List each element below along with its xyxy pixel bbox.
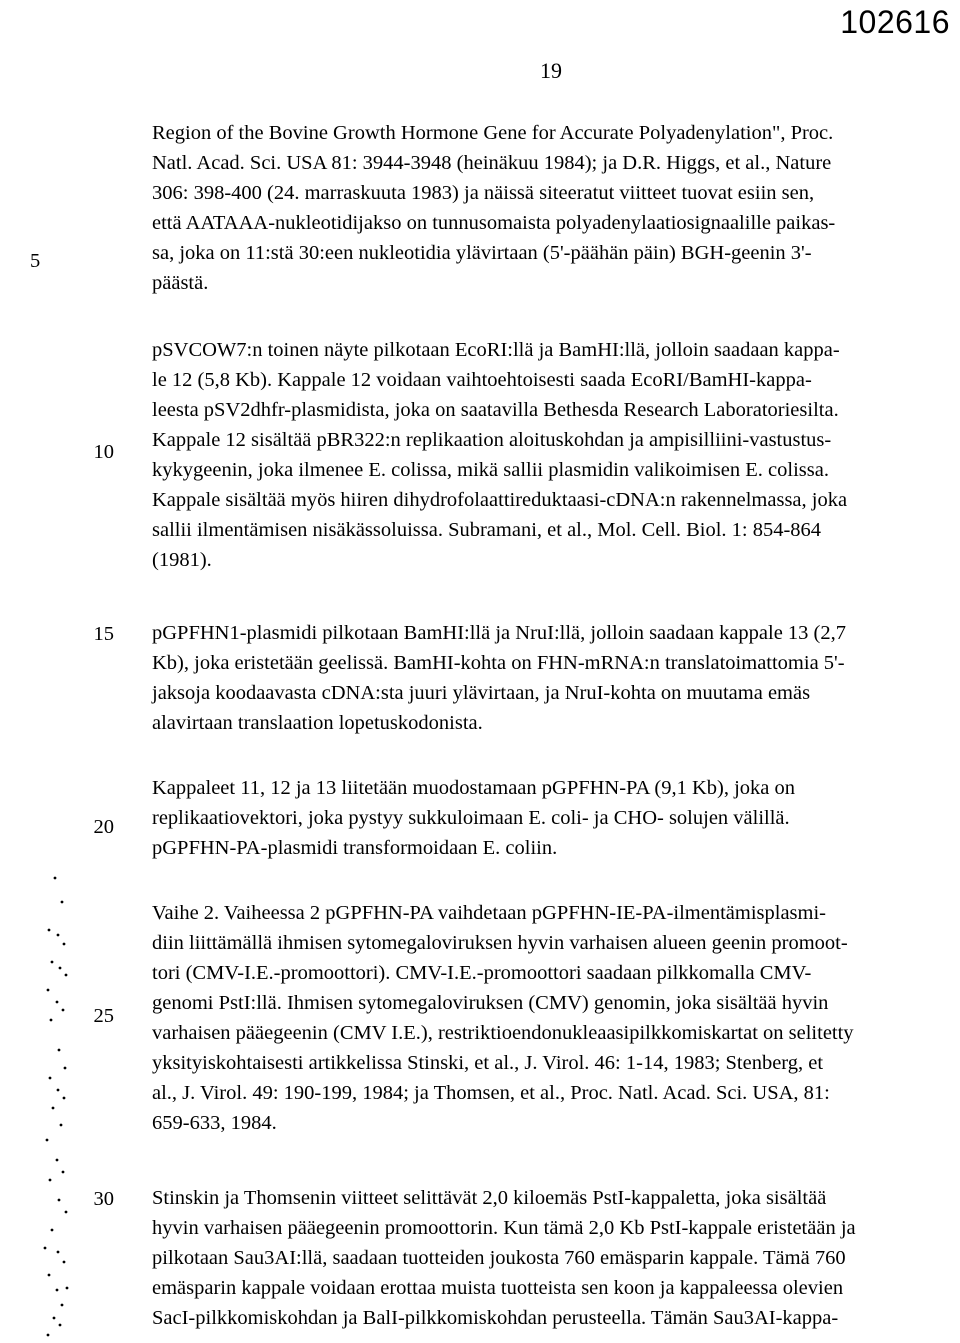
noise-dot <box>56 1001 59 1004</box>
noise-dot <box>48 929 51 932</box>
noise-dot <box>57 1251 60 1254</box>
noise-dot <box>59 1324 62 1327</box>
text-line: kykygeenin, joka ilmenee E. colissa, mikä sallii plasmidin valikoimisen E. colissa. <box>152 459 829 481</box>
noise-dot <box>61 1304 64 1307</box>
text-line: alavirtaan translaation lopetuskodonista. <box>152 712 483 734</box>
text-line: pGPFHN-PA-plasmidi transformoidaan E. coliin. <box>152 837 558 859</box>
text-line: Kappale sisältää myös hiiren dihydrofolaattireduktaasi-cDNA:n rakennelmassa, joka <box>152 489 848 511</box>
noise-dot <box>53 1317 56 1320</box>
noise-dot <box>57 934 60 937</box>
text-line: tori (CMV-I.E.-promoottori). CMV-I.E.-promoottori saadaan pilkkomalla CMV- <box>152 962 812 984</box>
line-number-10: 10 <box>93 441 114 463</box>
noise-dot <box>62 1009 65 1012</box>
text-line: että AATAAA-nukleotidijakso on tunnusomaista polyadenylaatiosignaalille paikas- <box>152 212 836 234</box>
noise-dot <box>47 989 50 992</box>
noise-dot <box>60 1124 63 1127</box>
document-number: 102616 <box>840 4 950 40</box>
text-line: (1981). <box>152 549 212 571</box>
text-line: Kb), joka eristetään geelissä. BamHI-kohta on FHN-mRNA:n translatoimattomia 5'- <box>152 652 845 674</box>
text-line: Region of the Bovine Growth Hormone Gene for Accurate Polyadenylation", Proc. <box>152 122 834 144</box>
text-line: diin liittämällä ihmisen sytomegaloviruksen hyvin varhaisen alueen geenin promoot- <box>152 932 848 954</box>
noise-dot <box>57 1089 60 1092</box>
noise-dot <box>49 1077 52 1080</box>
noise-dot <box>65 974 68 977</box>
text-line: jaksoja koodaavasta cDNA:sta juuri ylävirtaan, ja NruI-kohta on muutama emäs <box>152 682 811 704</box>
noise-dot <box>52 1107 55 1110</box>
text-line: Natl. Acad. Sci. USA 81: 3944-3948 (heinäkuu 1984); ja D.R. Higgs, et al., Nature <box>152 152 832 174</box>
line-number-20: 20 <box>93 816 114 838</box>
noise-dot <box>48 1274 51 1277</box>
noise-dot <box>63 1097 66 1100</box>
noise-dot <box>51 961 54 964</box>
text-line: leesta pSV2dhfr-plasmidista, joka on saatavilla Bethesda Research Laboratoriesilta. <box>152 399 839 421</box>
noise-dot <box>54 877 57 880</box>
noise-dot <box>50 1019 53 1022</box>
line-number-30: 30 <box>93 1188 114 1210</box>
noise-dot <box>62 1171 65 1174</box>
text-line: genomi PstI:llä. Ihmisen sytomegaloviruksen (CMV) genomin, joka sisältää hyvin <box>152 992 829 1014</box>
noise-dot <box>58 1049 61 1052</box>
line-number-25: 25 <box>93 1005 114 1027</box>
text-line: pilkotaan Sau3AI:llä, saadaan tuotteiden joukosta 760 emäsparin kappale. Tämä 760 <box>152 1247 846 1269</box>
line-number-15: 15 <box>93 623 114 645</box>
text-line: Vaihe 2. Vaiheessa 2 pGPFHN-PA vaihdetaan pGPFHN-IE-PA-ilmentämisplasmi- <box>152 902 826 924</box>
noise-dot <box>65 1211 68 1214</box>
text-line: hyvin varhaisen pääegeenin promoottorin. Kun tämä 2,0 Kb PstI-kappale eristetään ja <box>152 1217 856 1239</box>
text-line: 306: 398-400 (24. marraskuuta 1983) ja näissä siteeratut viitteet tuovat esiin sen, <box>152 182 815 204</box>
noise-dot <box>44 1247 47 1250</box>
text-line: Kappale 12 sisältää pBR322:n replikaation aloituskohdan ja ampisilliini-vastustus- <box>152 429 832 451</box>
noise-dot <box>63 1261 66 1264</box>
text-line: pSVCOW7:n toinen näyte pilkotaan EcoRI:llä ja BamHI:llä, jolloin saadaan kappa- <box>152 339 840 361</box>
noise-dot <box>47 1334 50 1337</box>
text-line: SacI-pilkkomiskohdan ja BalI-pilkkomiskohdan perusteella. Tämän Sau3AI-kappa- <box>152 1307 839 1329</box>
noise-dot <box>59 967 62 970</box>
text-line: sallii ilmentämisen nisäkässoluissa. Subramani, et al., Mol. Cell. Biol. 1: 854-864 <box>152 519 822 541</box>
noise-dot <box>56 1289 59 1292</box>
text-line: yksityiskohtaisesti artikkelissa Stinski, et al., J. Virol. 46: 1-14, 1983; Stenberg, et <box>152 1052 824 1074</box>
text-line: varhaisen pääegeenin (CMV I.E.), restriktioendonukleaasipilkkomiskartat on selitetty <box>152 1022 854 1044</box>
text-line: sa, joka on 11:stä 30:een nukleotidia ylävirtaan (5'-päähän päin) BGH-geenin 3'- <box>152 242 812 264</box>
text-line: pGPFHN1-plasmidi pilkotaan BamHI:llä ja NruI:llä, jolloin saadaan kappale 13 (2,7 <box>152 622 847 644</box>
text-line: päästä. <box>152 272 209 294</box>
text-line: emäsparin kappale voidaan erottaa muista tuotteista sen koon ja kappaleessa olevien <box>152 1277 844 1299</box>
noise-dot <box>46 1139 49 1142</box>
line-number-5: 5 <box>30 250 41 272</box>
noise-dot <box>61 901 64 904</box>
text-line: Stinskin ja Thomsenin viitteet selittävät 2,0 kiloemäs PstI-kappaletta, joka sisältää <box>152 1187 827 1209</box>
text-line: replikaatiovektori, joka pystyy sukkuloimaan E. coli- ja CHO- solujen välillä. <box>152 807 790 829</box>
noise-dot <box>49 1179 52 1182</box>
noise-dot <box>56 1159 59 1162</box>
text-line: 659-633, 1984. <box>152 1112 277 1134</box>
page-number: 19 <box>540 58 562 83</box>
text-line: Kappaleet 11, 12 ja 13 liitetään muodostamaan pGPFHN-PA (9,1 Kb), joka on <box>152 777 795 799</box>
noise-dot <box>64 1067 67 1070</box>
noise-dot <box>63 943 66 946</box>
noise-dot <box>58 1199 61 1202</box>
noise-dot <box>66 1287 69 1290</box>
text-line: al., J. Virol. 49: 190-199, 1984; ja Thomsen, et al., Proc. Natl. Acad. Sci. USA, 81: <box>152 1082 830 1104</box>
text-line: le 12 (5,8 Kb). Kappale 12 voidaan vaihtoehtoisesti saada EcoRI/BamHI-kappa- <box>152 369 812 391</box>
noise-dot <box>51 1229 54 1232</box>
